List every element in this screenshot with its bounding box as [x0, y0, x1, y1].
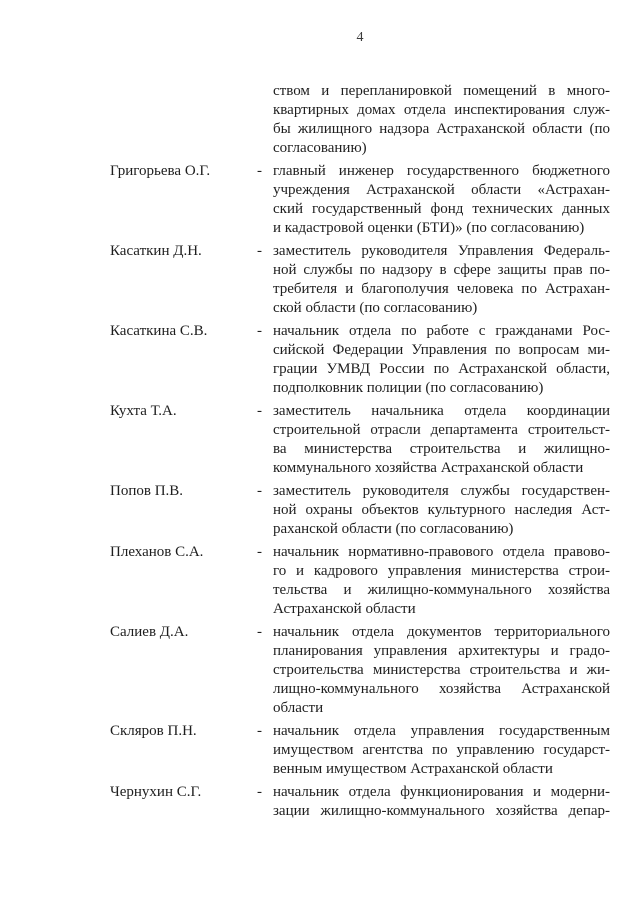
description-line: ной службы по надзору в сфере защиты прав по-: [273, 262, 610, 278]
entry-row: [110, 402, 640, 478]
entry-dash: -: [257, 483, 262, 499]
description-line: начальник отдела документов территориального: [273, 624, 610, 640]
entry-row: [110, 783, 640, 821]
description-line: учреждения Астраханской области «Астрахан-: [273, 182, 610, 198]
description-line: заместитель руководителя Управления Федераль-: [273, 243, 610, 259]
description-line: начальник отдела функционирования и модерни-: [273, 784, 610, 800]
entry-name: Плеханов С.А.: [110, 544, 204, 560]
entry-dash: -: [257, 403, 262, 419]
description-line: ной охраны объектов культурного наследия Аст-: [273, 502, 610, 518]
description-line: планирования управления архитектуры и градо-: [273, 643, 610, 659]
description-line: строительства министерства строительства и жи-: [273, 662, 610, 678]
description-line: строительной отрасли департамента строительст-: [273, 422, 610, 438]
description-line: бы жилищного надзора Астраханской области (по: [273, 121, 610, 137]
entry-description: [273, 623, 610, 718]
entry-name: Кухта Т.А.: [110, 403, 177, 419]
entry-description: [273, 402, 610, 478]
entry-description: [273, 82, 610, 158]
entry-name: Григорьева О.Г.: [110, 163, 211, 179]
description-line: Астраханской области: [273, 601, 416, 617]
description-line: тельства и жилищно-коммунального хозяйства: [273, 582, 610, 598]
entry-row: [110, 162, 640, 238]
description-line: лищно-коммунального хозяйства Астраханской: [273, 681, 610, 697]
entry-dash: -: [257, 243, 262, 259]
description-line: го и кадрового управления министерства строи-: [273, 563, 610, 579]
entries-list: [0, 82, 640, 821]
description-line: ской области (по согласованию): [273, 300, 478, 316]
entry-description: [273, 322, 610, 398]
entry-description: [273, 162, 610, 238]
entry-description: [273, 722, 610, 779]
description-line: и кадастровой оценки (БТИ)» (по согласованию): [273, 220, 585, 236]
entry-description: [273, 543, 610, 619]
entry-row: [110, 543, 640, 619]
description-line: заместитель руководителя службы государствен-: [273, 483, 610, 499]
entry-name: Салиев Д.А.: [110, 624, 189, 640]
entry-description: [273, 783, 610, 821]
description-line: квартирных домах отдела инспектирования служ-: [273, 102, 610, 118]
description-line: начальник отдела управления государственным: [273, 723, 610, 739]
entry-name: Чернухин С.Г.: [110, 784, 202, 800]
entry-name: Попов П.В.: [110, 483, 184, 499]
description-line: зации жилищно-коммунального хозяйства депар-: [273, 803, 610, 819]
description-line: начальник нормативно-правового отдела правово-: [273, 544, 610, 560]
entry-row: [110, 322, 640, 398]
description-line: сийской Федерации Управления по вопросам ми-: [273, 342, 610, 358]
description-line: раханской области (по согласованию): [273, 521, 514, 537]
description-line: заместитель начальника отдела координации: [273, 403, 610, 419]
description-line: области: [273, 700, 324, 716]
entry-dash: -: [257, 163, 262, 179]
entry-name: [110, 82, 257, 158]
entry-row: [110, 482, 640, 539]
description-line: начальник отдела по работе с гражданами Рос-: [273, 323, 610, 339]
entry-name: Касаткина С.В.: [110, 323, 208, 339]
entry-dash: -: [257, 544, 262, 560]
page-number: 4: [356, 30, 364, 45]
description-line: главный инженер государственного бюджетного: [273, 163, 610, 179]
description-line: ский государственный фонд технических данных: [273, 201, 610, 217]
entry-dash: [257, 82, 273, 158]
entry-description: [273, 242, 610, 318]
entry-dash: -: [257, 624, 262, 640]
entry-name: Касаткин Д.Н.: [110, 243, 202, 259]
entry-dash: -: [257, 723, 262, 739]
description-line: согласованию): [273, 140, 367, 156]
description-line: коммунального хозяйства Астраханской области: [273, 460, 584, 476]
entry-row: [110, 82, 640, 158]
description-line: ва министерства строительства и жилищно-: [273, 441, 610, 457]
description-line: грации УМВД России по Астраханской области,: [273, 361, 610, 377]
description-line: ством и перепланировкой помещений в много-: [273, 83, 610, 99]
entry-dash: -: [257, 784, 262, 800]
description-line: требителя и благополучия человека по Астрахан-: [273, 281, 610, 297]
entry-row: [110, 722, 640, 779]
description-line: подполковник полиции (по согласованию): [273, 380, 544, 396]
entry-dash: -: [257, 323, 262, 339]
description-line: имуществом агентства по управлению государст-: [273, 742, 610, 758]
entry-description: [273, 482, 610, 539]
entry-row: [110, 623, 640, 718]
entry-name: Скляров П.Н.: [110, 723, 197, 739]
description-line: венным имуществом Астраханской области: [273, 761, 553, 777]
entry-row: [110, 242, 640, 318]
